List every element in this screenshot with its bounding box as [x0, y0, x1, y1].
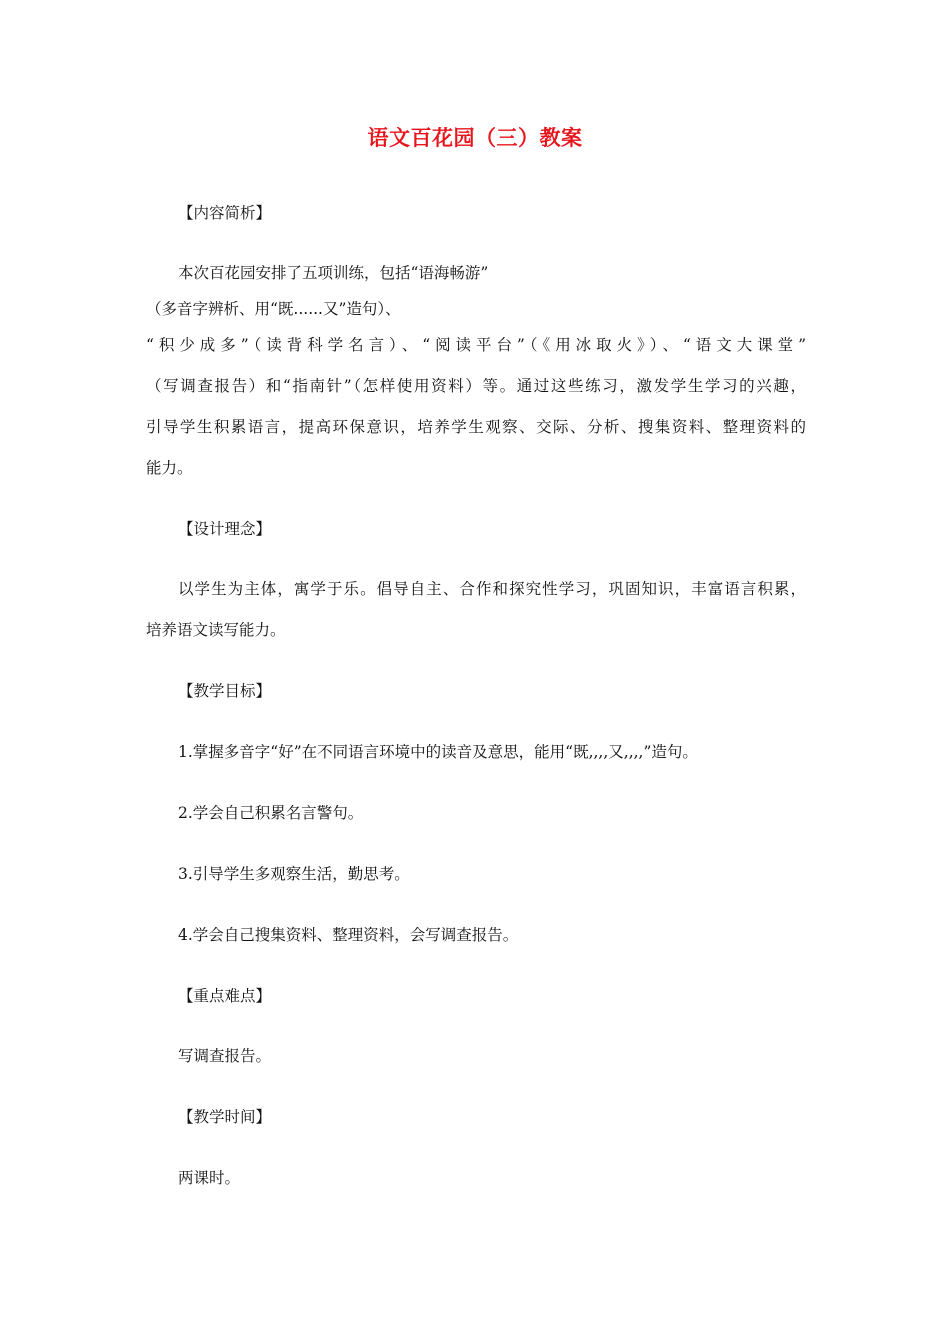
paragraph-line: 引导学生积累语言，提高环保意识，培养学生观察、交际、分析、搜集资料、整理资料的 — [146, 418, 806, 436]
paragraph-line: （写调查报告）和“指南针”（怎样使用资料）等。通过这些练习，激发学生学习的兴趣， — [146, 377, 806, 395]
section-heading-teaching-time: 【教学时间】 — [178, 1108, 272, 1126]
goal-item: 4.学会自己搜集资料、整理资料，会写调查报告。 — [178, 926, 519, 944]
paragraph-line: 两课时。 — [178, 1169, 241, 1187]
goal-item: 2.学会自己积累名言警句。 — [178, 804, 364, 822]
document-title: 语文百花园（三）教案 — [367, 126, 583, 150]
paragraph-line: 培养语文读写能力。 — [146, 621, 286, 639]
section-heading-content-analysis: 【内容简析】 — [178, 204, 272, 222]
paragraph-line: “积少成多”（读背科学名言）、“阅读平台”（《用冰取火》）、“语文大课堂” — [146, 336, 806, 354]
paragraph-line: （多音字辨析、用“既......又”造句）、 — [146, 300, 401, 318]
paragraph-line: 写调查报告。 — [178, 1047, 272, 1065]
section-heading-design-concept: 【设计理念】 — [178, 520, 272, 538]
goal-item: 1.掌握多音字“好”在不同语言环境中的读音及意思，能用“既,,,,又,,,,”造句。 — [178, 743, 698, 761]
goal-item: 3.引导学生多观察生活，勤思考。 — [178, 865, 410, 883]
paragraph-line: 本次百花园安排了五项训练，包括“语海畅游” — [178, 264, 489, 282]
section-heading-key-difficulty: 【重点难点】 — [178, 987, 272, 1005]
paragraph-line: 能力。 — [146, 459, 193, 477]
paragraph-line: 以学生为主体，寓学于乐。倡导自主、合作和探究性学习，巩固知识，丰富语言积累， — [178, 580, 806, 598]
section-heading-teaching-goals: 【教学目标】 — [178, 682, 272, 700]
